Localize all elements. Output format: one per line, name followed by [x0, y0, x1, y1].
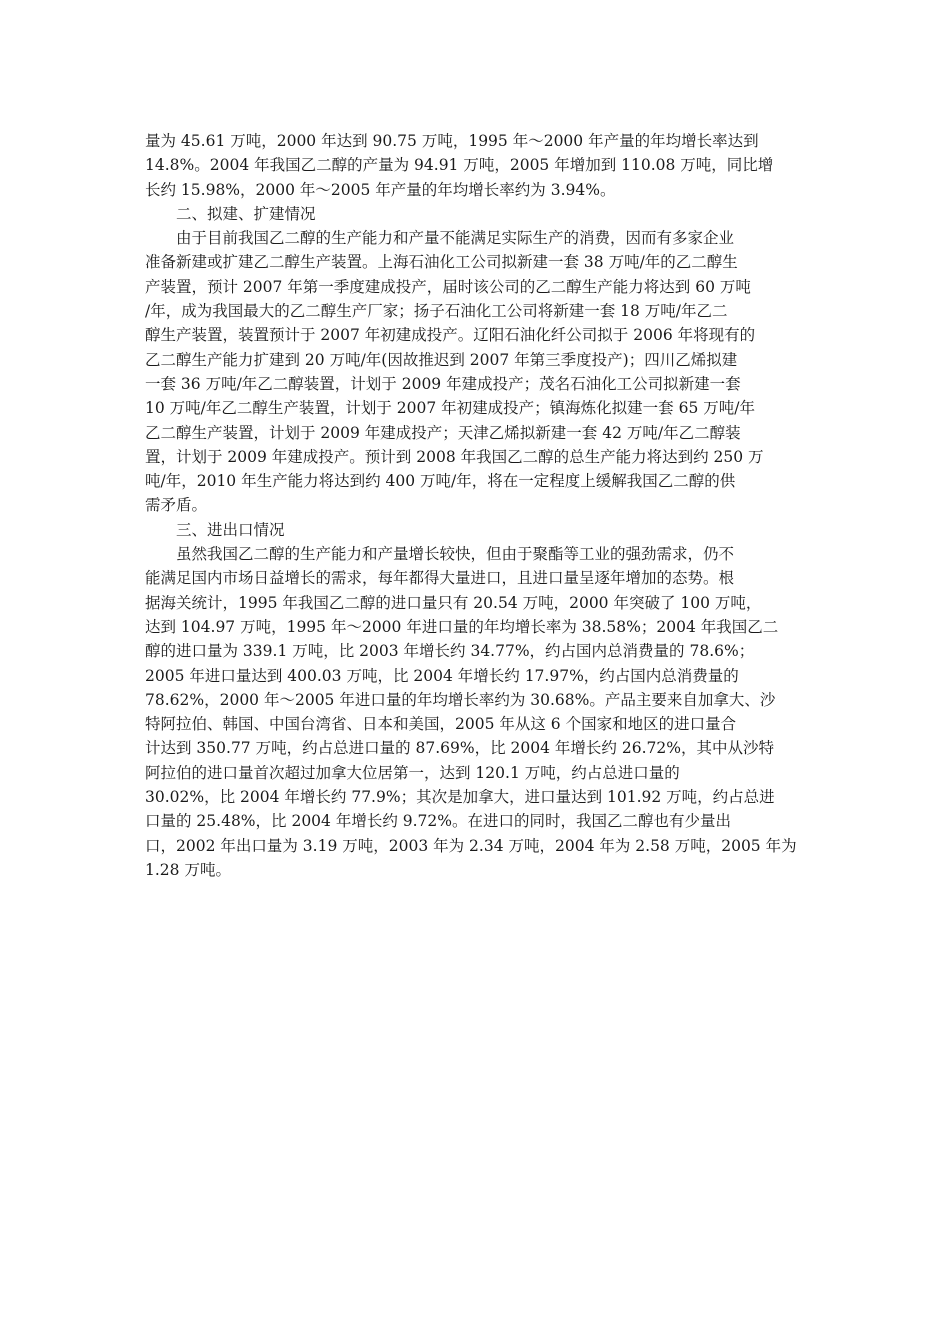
- section-heading-import-export: 三、进出口情况: [176, 520, 285, 539]
- text-line: 长约 15.98%，2000 年～2005 年产量的年均增长率约为 3.94%。: [145, 180, 616, 199]
- text-line: 置，计划于 2009 年建成投产。预计到 2008 年我国乙二醇的总生产能力将达到约 250 万: [145, 447, 764, 466]
- text-line: 30.02%，比 2004 年增长约 77.9%；其次是加拿大，进口量达到 101.92 万吨，约占总进: [145, 788, 775, 807]
- text-line: 乙二醇生产能力扩建到 20 万吨/年(因故推迟到 2007 年第三季度投产)；四川乙烯拟建: [145, 350, 738, 369]
- text-line: 醇生产装置，装置预计于 2007 年初建成投产。辽阳石油化纤公司拟于 2006 年将现有的: [145, 326, 756, 345]
- text-line: 阿拉伯的进口量首次超过加拿大位居第一，达到 120.1 万吨，约占总进口量的: [145, 763, 680, 782]
- text-line: 口，2002 年出口量为 3.19 万吨，2003 年为 2.34 万吨，2004 年为 2.58 万吨，2005 年为: [145, 836, 797, 855]
- text-line: 据海关统计，1995 年我国乙二醇的进口量只有 20.54 万吨，2000 年突破了 100 万吨，: [145, 593, 762, 612]
- section-heading-expansion: 二、拟建、扩建情况: [176, 204, 316, 223]
- text-line: 准备新建或扩建乙二醇生产装置。上海石油化工公司拟新建一套 38 万吨/年的乙二醇生: [145, 253, 738, 272]
- text-line: 10 万吨/年乙二醇生产装置，计划于 2007 年初建成投产；镇海炼化拟建一套 65 万吨/年: [145, 399, 755, 418]
- text-line: 吨/年，2010 年生产能力将达到约 400 万吨/年，将在一定程度上缓解我国乙二醇的供: [145, 472, 736, 491]
- text-line: 能满足国内市场日益增长的需求，每年都得大量进口，且进口量呈逐年增加的态势。根: [145, 569, 735, 588]
- text-line: 口量的 25.48%，比 2004 年增长约 9.72%。在进口的同时，我国乙二醇也有少量出: [145, 812, 731, 831]
- text-line: 乙二醇生产装置，计划于 2009 年建成投产；天津乙烯拟新建一套 42 万吨/年乙二醇装: [145, 423, 741, 442]
- text-line: 14.8%。2004 年我国乙二醇的产量为 94.91 万吨，2005 年增加到 110.08 万吨，同比增: [145, 156, 774, 175]
- document-body: [145, 129, 797, 882]
- text-line: 需矛盾。: [145, 496, 208, 515]
- paragraph-expansion: [145, 226, 785, 518]
- text-line: 虽然我国乙二醇的生产能力和产量增长较快，但由于聚酯等工业的强劲需求，仍不: [176, 545, 735, 564]
- paragraph-production: [145, 129, 785, 202]
- text-line: 达到 104.97 万吨，1995 年～2000 年进口量的年均增长率为 38.58%；2004 年我国乙二: [145, 617, 779, 636]
- text-line: 由于目前我国乙二醇的生产能力和产量不能满足实际生产的消费，因而有多家企业: [176, 229, 735, 248]
- text-line: 醇的进口量为 339.1 万吨，比 2003 年增长约 34.77%，约占国内总消费量的 78.6%；: [145, 642, 755, 661]
- paragraph-import-export: [145, 542, 797, 882]
- text-line: 78.62%，2000 年～2005 年进口量的年均增长率约为 30.68%。产品主要来自加拿大、沙: [145, 690, 776, 709]
- text-line: 产装置，预计 2007 年第一季度建成投产，届时该公司的乙二醇生产能力将达到 60 万吨: [145, 277, 751, 296]
- text-line: 2005 年进口量达到 400.03 万吨，比 2004 年增长约 17.97%，约占国内总消费量的: [145, 666, 739, 685]
- text-line: 特阿拉伯、韩国、中国台湾省、日本和美国，2005 年从这 6 个国家和地区的进口量合: [145, 715, 737, 734]
- text-line: 1.28 万吨。: [145, 860, 231, 879]
- text-line: 一套 36 万吨/年乙二醇装置，计划于 2009 年建成投产；茂名石油化工公司拟新建一套: [145, 374, 741, 393]
- text-line: 计达到 350.77 万吨，约占总进口量的 87.69%，比 2004 年增长约 26.72%，其中从沙特: [145, 739, 774, 758]
- text-line: /年，成为我国最大的乙二醇生产厂家；扬子石油化工公司将新建一套 18 万吨/年乙二: [145, 302, 728, 321]
- text-line: 量为 45.61 万吨，2000 年达到 90.75 万吨，1995 年～2000 年产量的年均增长率达到: [145, 132, 759, 150]
